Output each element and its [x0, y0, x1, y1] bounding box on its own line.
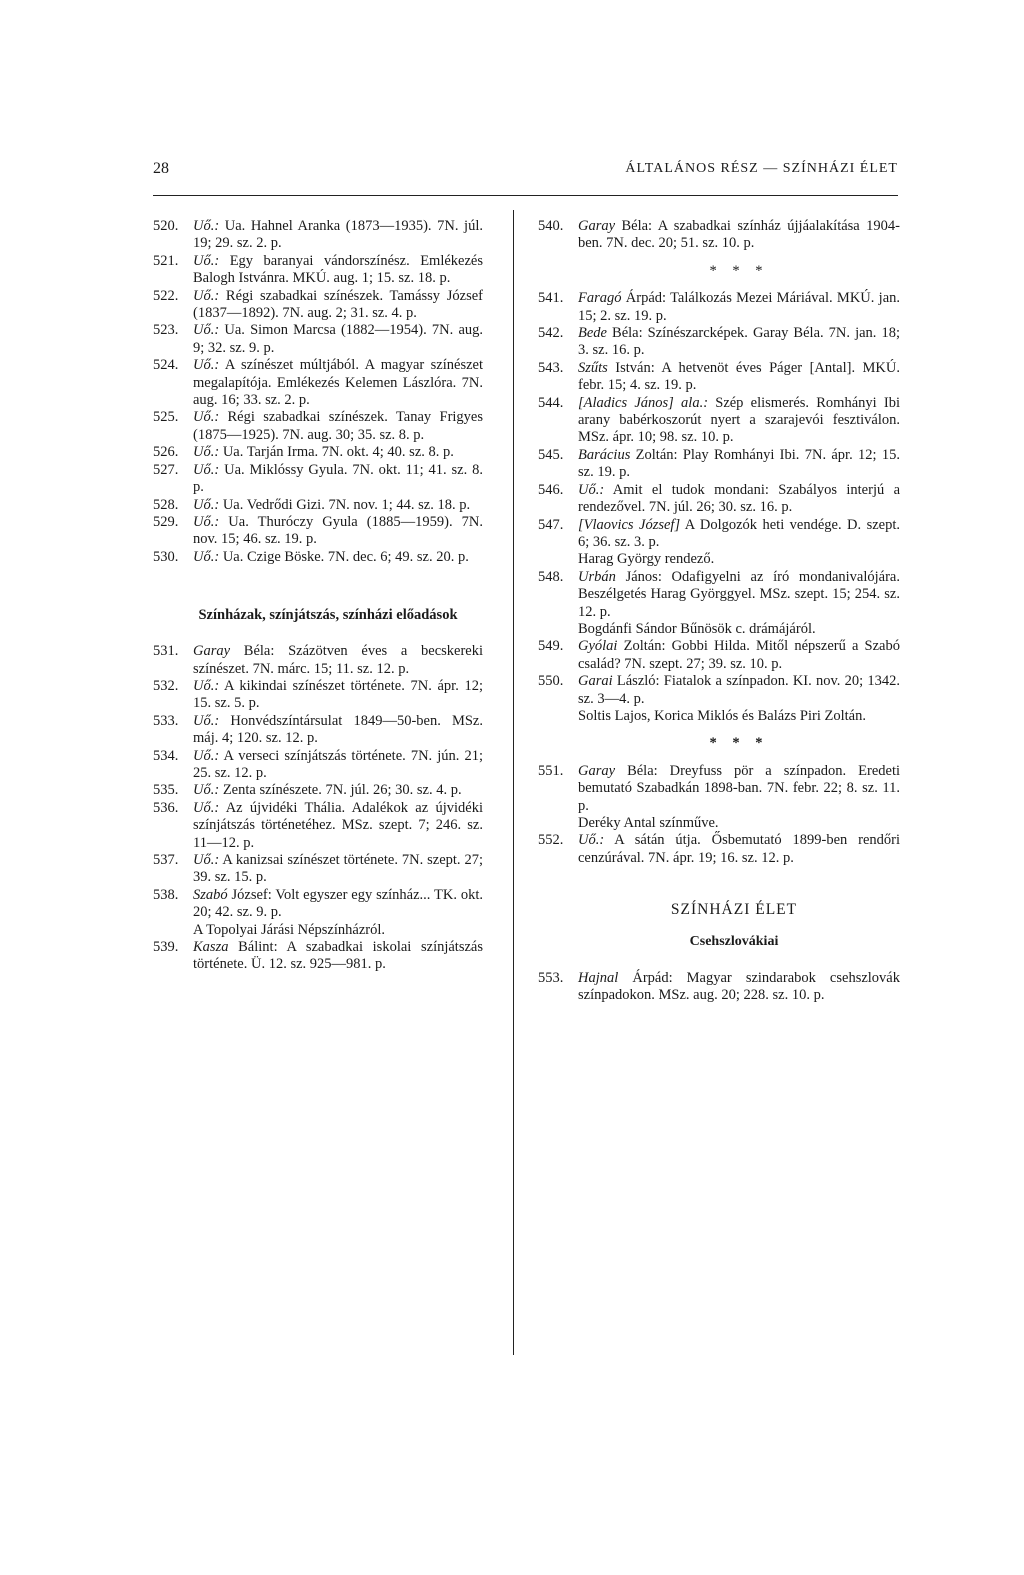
entry-body: Ua. Tarján Irma. 7N. okt. 4; 40. sz. 8. p. [222, 444, 454, 461]
running-head: ÁLTALÁNOS RÉSZ — SZÍNHÁZI ÉLET [625, 161, 898, 176]
entry-number: 543. [538, 359, 564, 376]
bibliography-entry [153, 462, 483, 497]
entry-number: 522. [153, 287, 179, 304]
entry-number: 545. [538, 446, 564, 463]
bibliography-entry [153, 748, 483, 783]
entry-text [578, 673, 900, 708]
entry-body: Zoltán: Gobbi Hilda. Mitől népszerű a Szabó család? 7N. szept. 27; 39. sz. 10. p. [578, 638, 900, 672]
entry-body: Béla: A szabadkai színház újjáalakítása 1904-ben. 7N. dec. 20; 51. sz. 10. p. [578, 218, 900, 252]
entry-text [578, 218, 900, 253]
entry-note: A Topolyai Járási Népszínházról. [193, 921, 386, 938]
entry-number: 544. [538, 394, 564, 411]
entry-text [193, 288, 483, 323]
bibliography-entry [538, 517, 900, 552]
entry-author: Uő.: [193, 799, 220, 816]
bibliography-entry [153, 444, 483, 461]
entry-text [193, 678, 483, 713]
entry-author: Uő.: [193, 252, 220, 269]
entry-text [193, 713, 483, 748]
entry-author: Uő.: [193, 444, 220, 461]
entry-text [193, 643, 483, 678]
section-separator: * * * [709, 262, 769, 279]
entry-body: Régi szabadkai színészek. Tanay Frigyes (1875—1925). 7N. aug. 30; 35. sz. 8. p. [193, 409, 484, 443]
bibliography-entry [153, 800, 483, 852]
entry-list [153, 218, 483, 566]
entry-author: Uő.: [193, 548, 220, 565]
entry-note: Deréky Antal színműve. [578, 815, 719, 831]
entry-author: Urbán [578, 568, 616, 585]
entry-body: Béla: Dreyfuss pör a színpadon. Eredeti bemutató Szabadkán 1898-ban. 7N. febr. 22; 8. sz. 11. p. [578, 762, 901, 814]
entry-author: Uő.: [193, 218, 220, 234]
entry-author: Barácius [578, 446, 631, 463]
entry-body: Zenta színészete. 7N. júl. 26; 30. sz. 4. p. [222, 782, 462, 799]
entry-author: Bede [578, 325, 607, 342]
entry-author: Uő.: [578, 832, 605, 849]
column-divider [513, 210, 514, 1355]
entry-number: 532. [153, 677, 179, 694]
bibliography-entry [153, 514, 483, 549]
entry-text [193, 409, 483, 444]
entry-body: Ua. Hahnel Aranka (1873—1935). 7N. júl. 19; 29. sz. 2. p. [193, 218, 483, 252]
bibliography-entry [153, 678, 483, 713]
entry-body: Régi szabadkai színészek. Tamássy József (1837—1892). 7N. aug. 2; 31. sz. 4. p. [193, 287, 483, 322]
bibliography-entry [538, 325, 900, 360]
entry-body: Béla: Százötven éves a becskereki színészet. 7N. márc. 15; 11. sz. 12. p. [193, 643, 483, 677]
entry-list [538, 569, 900, 621]
entry-body: Ua. Vedrődi Gizi. 7N. nov. 1; 44. sz. 18. p. [222, 496, 471, 513]
entry-list [538, 832, 900, 867]
entry-author: Uő.: [578, 481, 605, 498]
section-title: SZÍNHÁZI ÉLET [670, 901, 798, 919]
entry-note: Harag György rendező. [578, 551, 715, 568]
entry-text [193, 514, 483, 549]
entry-number: 539. [153, 939, 179, 956]
bibliography-entry [538, 832, 900, 867]
entry-number: 546. [538, 481, 564, 498]
left-column [153, 218, 483, 974]
entry-body: Az újvidéki Thália. Adalékok az újvidéki színjátszás történetéhez. MSz. szept. 7; 246. sz. 11—12. p. [193, 799, 484, 851]
entry-text [193, 887, 483, 922]
subsection-title: Csehszlovákiai [689, 933, 779, 949]
entry-author: Uő.: [193, 513, 220, 530]
entry-text [193, 462, 483, 497]
entry-text [193, 444, 483, 461]
entry-body: Bálint: A szabadkai iskolai színjátszás története. Ü. 12. sz. 925—981. p. [193, 939, 483, 973]
entry-author: Uő.: [193, 747, 220, 764]
bibliography-entry [153, 852, 483, 887]
entry-body: A Dolgozók heti vendége. D. szept. 6; 36. sz. 3. p. [578, 516, 901, 550]
bibliography-entry [153, 409, 483, 444]
bibliography-entry [538, 290, 900, 325]
section-separator: * * * [709, 735, 769, 752]
entry-author: Garay [578, 218, 616, 234]
entry-body: Ua. Thuróczy Gyula (1885—1959). 7N. nov. 15; 46. sz. 19. p. [193, 513, 483, 548]
entry-number: 536. [153, 799, 179, 816]
entry-text [193, 748, 483, 783]
entry-number: 535. [153, 782, 179, 799]
entry-author: Hajnal [578, 970, 619, 987]
entry-body: Béla: Színészarcképek. Garay Béla. 7N. jan. 18; 3. sz. 16. p. [578, 325, 900, 359]
bibliography-entry [538, 763, 900, 815]
entry-author: Garai [578, 673, 613, 690]
entry-text [193, 939, 483, 974]
entry-text [578, 395, 900, 447]
entry-text [578, 290, 900, 325]
entry-number: 524. [153, 357, 179, 374]
entry-body: A kikindai színészet története. 7N. ápr. 12; 15. sz. 5. p. [193, 677, 484, 712]
entry-body: Ua. Simon Marcsa (1882—1954). 7N. aug. 9; 32. sz. 9. p. [193, 322, 484, 356]
entry-number: 529. [153, 513, 179, 530]
page-number: 28 [153, 160, 169, 177]
entry-body: Ua. Miklóssy Gyula. 7N. okt. 11; 41. sz. 8. p. [193, 461, 484, 496]
page-header [153, 160, 898, 184]
bibliography-entry [153, 497, 483, 514]
entry-author: Kasza [193, 939, 229, 956]
entry-note: Soltis Lajos, Korica Miklós és Balázs Piri Zoltán. [578, 707, 866, 724]
entry-body: Honvédszíntársulat 1849—50-ben. MSz. máj. 4; 120. sz. 12. p. [193, 712, 483, 747]
entry-number: 533. [153, 712, 179, 729]
entry-text [193, 852, 483, 887]
entry-text [578, 569, 900, 621]
entry-author: Uő.: [193, 782, 220, 799]
bibliography-entry [153, 357, 483, 409]
entry-text [578, 482, 900, 517]
entry-note: Bogdánfi Sándor Bűnösök c. drámájáról. [578, 620, 816, 637]
entry-author: [Vlaovics József] [578, 516, 681, 533]
entry-body: Árpád: Találkozás Mezei Máriával. MKÚ. jan. 15; 2. sz. 19. p. [578, 290, 901, 324]
entry-text [578, 447, 900, 482]
entry-author: Uő.: [193, 677, 220, 694]
entry-number: 538. [153, 886, 179, 903]
bibliography-entry [538, 970, 900, 1005]
entry-body: A verseci színjátszás története. 7N. jún. 21; 25. sz. 12. p. [193, 747, 483, 781]
entry-number: 527. [153, 461, 179, 478]
entry-number: 547. [538, 516, 564, 533]
entry-number: 548. [538, 568, 564, 585]
bibliography-entry [538, 638, 900, 673]
bibliography-entry [153, 549, 483, 566]
bibliography-entry [153, 939, 483, 974]
entry-text [578, 638, 900, 673]
bibliography-entry [153, 643, 483, 678]
entry-number: 531. [153, 643, 179, 660]
bibliography-entry [153, 218, 483, 253]
entry-body: A kanizsai színészet története. 7N. szept. 27; 39. sz. 15. p. [193, 852, 483, 886]
right-column [538, 218, 900, 1005]
entry-author: Uő.: [193, 852, 220, 868]
entry-text [578, 970, 900, 1005]
entry-body: A színészet múltjából. A magyar színészet megalapítója. Emlékezés Kelemen Lászlóra. 7N. aug. 16; 33. sz. 2. p. [193, 357, 483, 409]
entry-number: 530. [153, 548, 179, 565]
entry-author: Szűts [578, 359, 608, 376]
entry-text [193, 497, 483, 514]
bibliography-entry [538, 673, 900, 708]
entry-list [153, 643, 483, 922]
entry-author: Uő.: [193, 357, 220, 374]
bibliography-entry [153, 288, 483, 323]
entry-body: Szép elismerés. Romhányi Ibi arany babérkoszorút nyert a szarajevói fesztiválon. MSz. ápr. 10; 98. sz. 10. p. [578, 394, 900, 446]
entry-number: 523. [153, 322, 179, 339]
bibliography-entry [538, 218, 900, 253]
bibliography-entry [538, 360, 900, 395]
entry-text [193, 218, 483, 253]
entry-body: Zoltán: Play Romhányi Ibi. 7N. ápr. 12; 15. sz. 19. p. [578, 446, 900, 481]
entry-number: 534. [153, 747, 179, 764]
entry-text [193, 800, 483, 852]
bibliography-entry [153, 782, 483, 799]
entry-number: 552. [538, 832, 564, 849]
entry-body: A sátán útja. Ősbemutató 1899-ben rendőri cenzúrával. 7N. ápr. 19; 16. sz. 12. p. [578, 832, 900, 866]
entry-body: Árpád: Magyar szindarabok csehszlovák színpadokon. MSz. aug. 20; 228. sz. 10. p. [578, 970, 900, 1004]
entry-body: Ua. Czige Böske. 7N. dec. 6; 49. sz. 20. p. [222, 548, 469, 565]
entry-number: 528. [153, 496, 179, 513]
entry-list [538, 290, 900, 551]
entry-text [578, 763, 900, 815]
entry-text [193, 357, 483, 409]
entry-number: 540. [538, 218, 564, 234]
bibliography-entry [538, 482, 900, 517]
entry-number: 549. [538, 638, 564, 655]
entry-body: László: Fiatalok a színpadon. KI. nov. 20; 1342. sz. 3—4. p. [578, 673, 901, 707]
entry-author: Uő.: [193, 712, 220, 729]
entry-list [538, 638, 900, 708]
entry-number: 521. [153, 252, 179, 269]
entry-author: Garay [193, 643, 231, 660]
entry-text [193, 549, 483, 566]
entry-number: 553. [538, 970, 564, 987]
entry-number: 520. [153, 218, 179, 234]
entry-number: 550. [538, 673, 564, 690]
entry-text [578, 517, 900, 552]
section-title: Színházak, színjátszás, színházi előadások [198, 607, 458, 624]
entry-author: Garay [578, 762, 616, 779]
entry-list [538, 763, 900, 815]
bibliography-entry [538, 569, 900, 621]
entry-body: István: A hetvenöt éves Páger [Antal]. MKÚ. febr. 15; 4. sz. 19. p. [578, 359, 900, 394]
header-rule [153, 195, 898, 196]
entry-number: 537. [153, 852, 179, 868]
bibliography-entry [153, 713, 483, 748]
entry-number: 551. [538, 762, 564, 779]
entry-text [578, 360, 900, 395]
entry-text [578, 832, 900, 867]
entry-author: Uő.: [193, 496, 220, 513]
entry-body: Amit el tudok mondani: Szabályos interjú a rendezővel. 7N. júl. 26; 30. sz. 16. p. [578, 481, 901, 516]
entry-author: Uő.: [193, 409, 220, 426]
entry-number: 542. [538, 325, 564, 342]
entry-text [193, 782, 483, 799]
entry-author: Uő.: [193, 322, 220, 339]
entry-text [193, 253, 483, 288]
entry-author: [Aladics János] ala.: [578, 394, 709, 411]
entry-list [538, 218, 900, 253]
entry-text [578, 325, 900, 360]
entry-number: 525. [153, 409, 179, 426]
bibliography-entry [153, 253, 483, 288]
entry-number: 541. [538, 290, 564, 307]
bibliography-entry [153, 887, 483, 922]
entry-list [538, 970, 900, 1005]
entry-author: Uő.: [193, 287, 220, 304]
entry-author: Szabó [193, 886, 228, 903]
entry-author: Faragó [578, 290, 622, 307]
bibliography-entry [153, 322, 483, 357]
entry-body: József: Volt egyszer egy színház... TK. okt. 20; 42. sz. 9. p. [193, 886, 483, 921]
bibliography-entry [538, 447, 900, 482]
bibliography-entry [538, 395, 900, 447]
entry-author: Uő.: [193, 461, 220, 478]
entry-author: Gyólai [578, 638, 618, 655]
entry-body: János: Odafigyelni az író mondanivalójára. Beszélgetés Harag Györggyel. MSz. szept. 15; 254. sz. 12. p. [578, 568, 900, 620]
entry-number: 526. [153, 444, 179, 461]
entry-body: Egy baranyai vándorszínész. Emlékezés Balogh Istvánra. MKÚ. aug. 1; 15. sz. 18. p. [193, 252, 483, 287]
entry-text [193, 322, 483, 357]
entry-list [153, 939, 483, 974]
